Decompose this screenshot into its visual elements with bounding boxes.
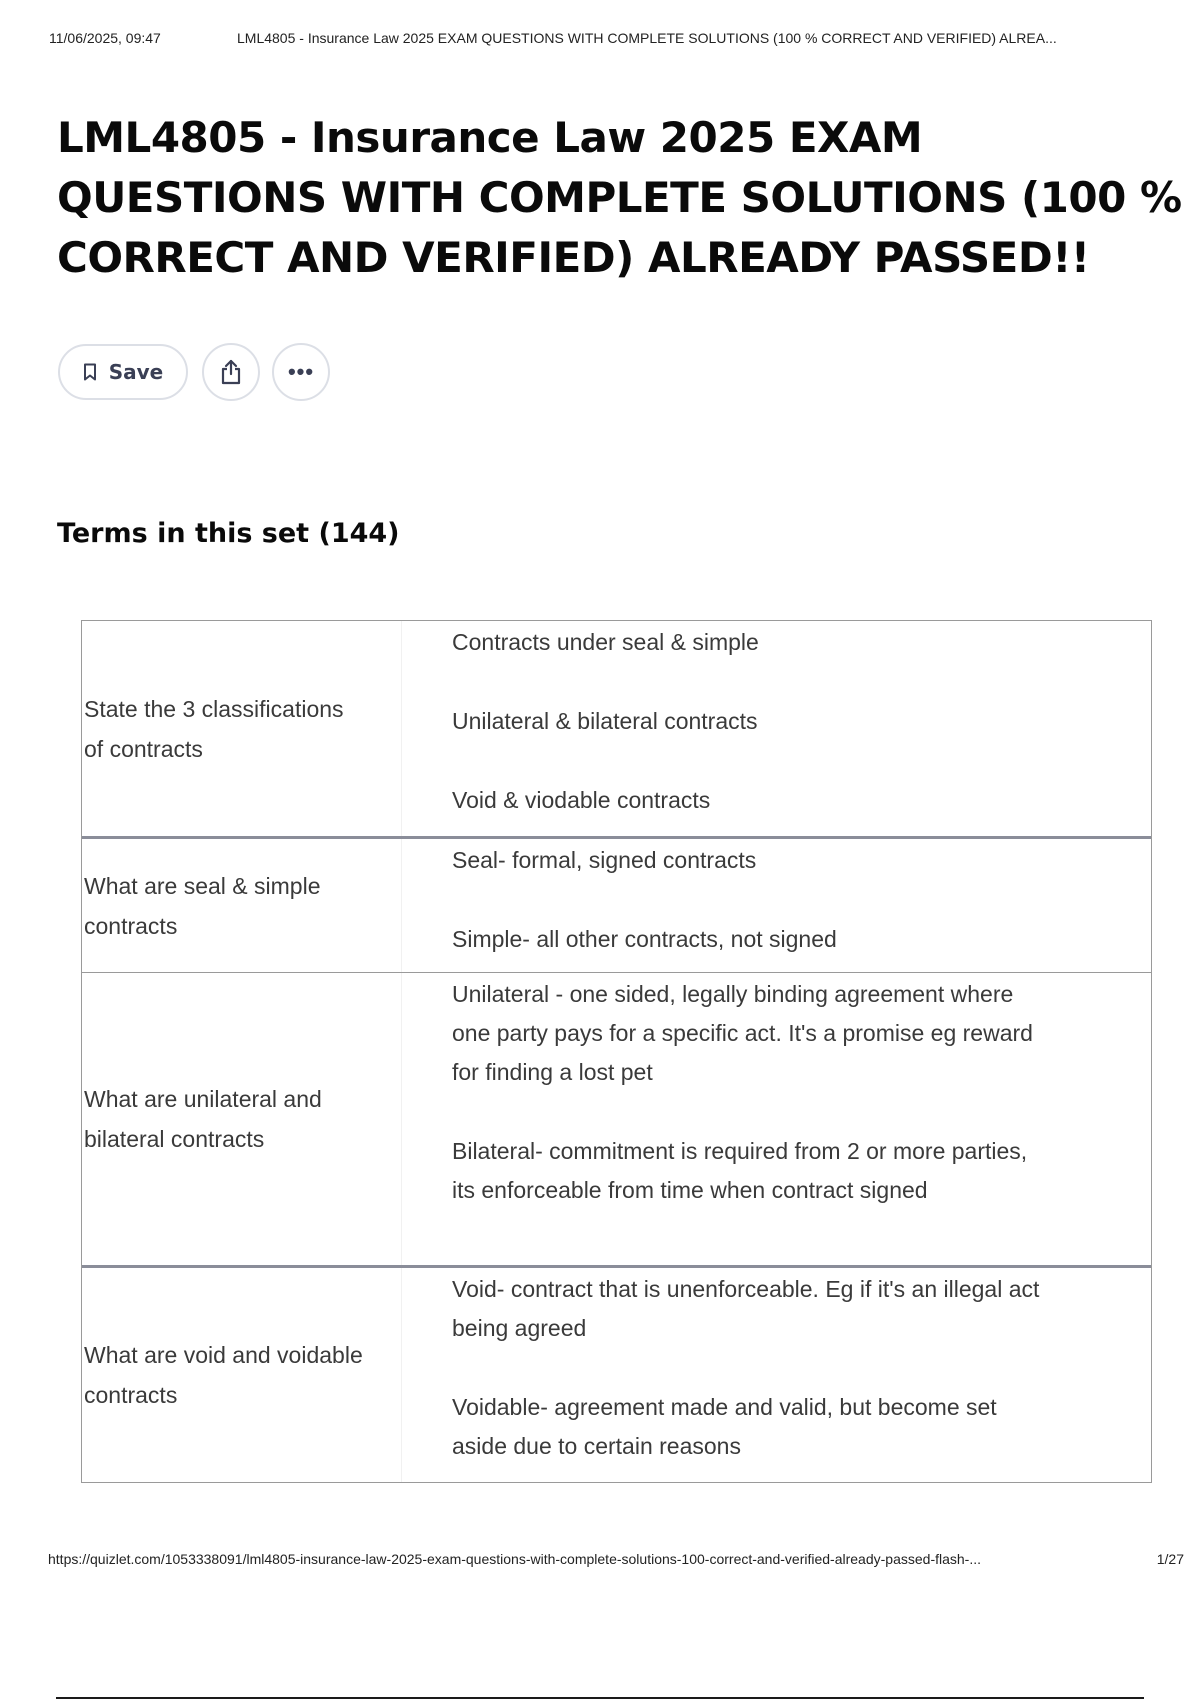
term-text: What are void and voidable contracts (84, 1342, 363, 1408)
definition-line: Bilateral- commitment is required from 2 or more parties, its enforceable from time when contract signed (452, 1138, 1028, 1203)
print-datetime: 11/06/2025, 09:47 (49, 30, 161, 46)
bookmark-icon (83, 363, 97, 381)
term-cell (82, 1268, 402, 1482)
share-icon (219, 359, 243, 385)
definition-cell (402, 839, 1151, 972)
term-text: State the 3 classifications of contracts (84, 695, 344, 762)
print-footer (48, 1551, 1184, 1567)
bottom-divider (56, 1697, 1144, 1699)
terms-table (81, 620, 1152, 1483)
definition-line: Void & viodable contracts (452, 787, 711, 813)
definition-cell (402, 1268, 1151, 1482)
term-row (82, 1265, 1151, 1482)
definition-line: Seal- formal, signed contracts (452, 847, 757, 873)
term-row (82, 836, 1151, 972)
term-cell (82, 621, 402, 836)
definition-line: Voidable- agreement made and valid, but become set aside due to certain reasons (452, 1394, 997, 1459)
terms-heading: Terms in this set (144) (57, 518, 400, 549)
definition-line: Void- contract that is unenforceable. Eg if it's an illegal act being agreed (452, 1276, 1040, 1341)
term-cell (82, 973, 402, 1265)
save-button-label: Save (108, 360, 164, 384)
page-title: LML4805 - Insurance Law 2025 EXAM QUESTIONS WITH COMPLETE SOLUTIONS (100 % CORRECT AND VERIFIED) ALREADY PASSED!! (57, 113, 1182, 282)
definition-line: Contracts under seal & simple (452, 629, 759, 655)
share-button[interactable] (202, 343, 260, 401)
term-cell (82, 839, 402, 972)
term-text: What are unilateral and bilateral contracts (84, 1086, 322, 1152)
definition-line: Unilateral & bilateral contracts (452, 708, 758, 734)
more-options-button[interactable] (272, 343, 330, 401)
definition-line: Simple- all other contracts, not signed (452, 926, 837, 952)
term-row (82, 972, 1151, 1265)
definition-cell (402, 621, 1151, 836)
print-header (49, 30, 1184, 46)
more-options-icon: ••• (287, 359, 315, 384)
action-bar (58, 343, 330, 401)
print-doc-title: LML4805 - Insurance Law 2025 EXAM QUESTIONS WITH COMPLETE SOLUTIONS (100 % CORRECT AND VERIFIED) ALREA... (237, 30, 1057, 46)
save-button[interactable] (58, 344, 188, 400)
page-url: https://quizlet.com/1053338091/lml4805-insurance-law-2025-exam-questions-with-complete-solutions-100-correct-and-verified-already-passed-flash-... (48, 1551, 982, 1567)
term-row (82, 621, 1151, 836)
term-text: What are seal & simple contracts (84, 872, 321, 939)
definition-cell (402, 973, 1151, 1265)
page-number: 1/27 (1156, 1551, 1184, 1567)
definition-line: Unilateral - one sided, legally binding agreement where one party pays for a specific act. It's a promise eg reward for finding a lost pet (452, 981, 1033, 1085)
